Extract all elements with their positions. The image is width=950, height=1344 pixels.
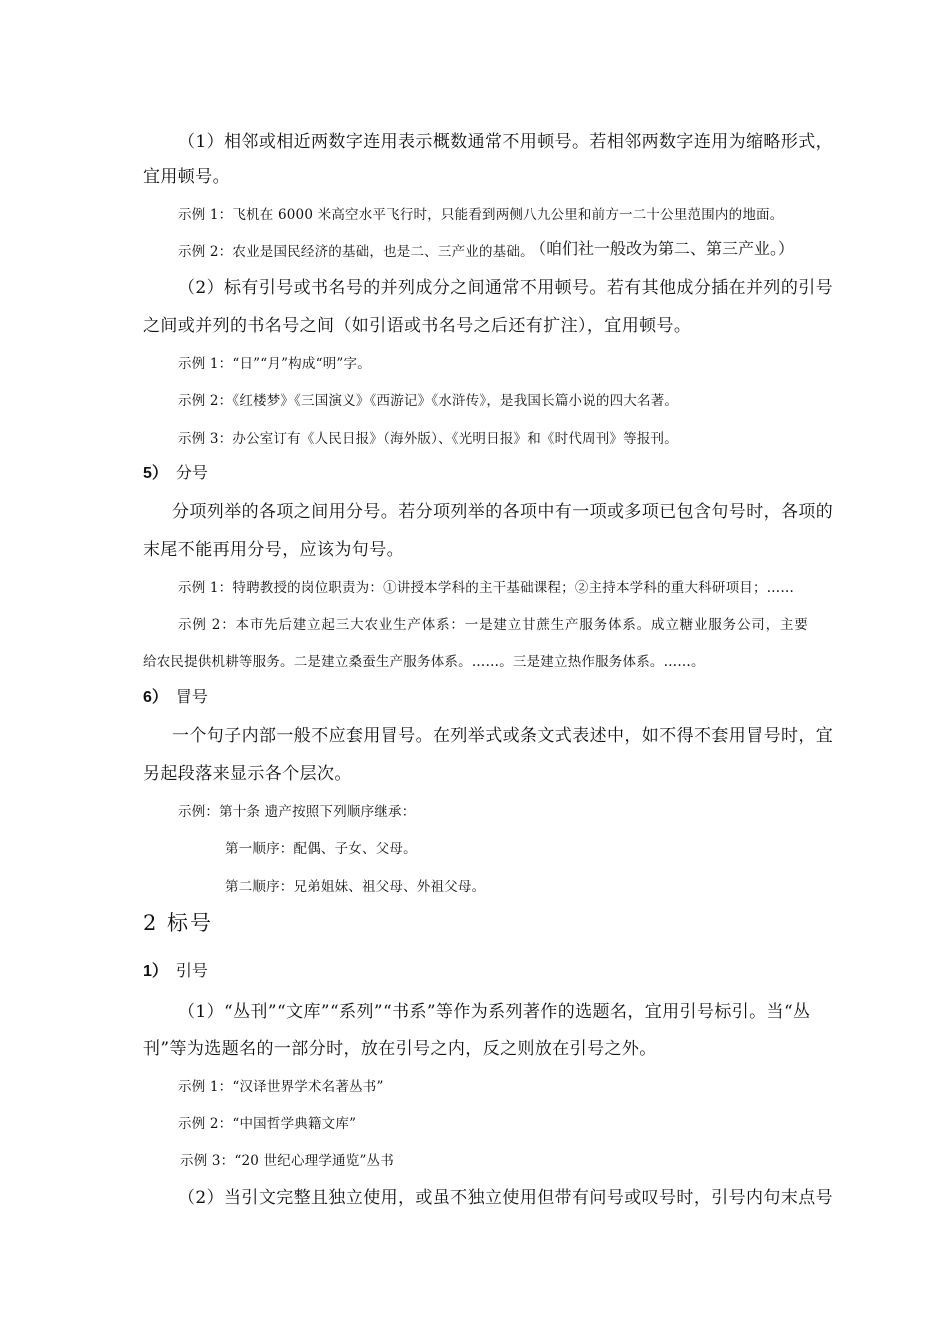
example-line: 给农民提供机耕等服务。二是建立桑蚕生产服务体系。……。三是建立热作服务体系。……。	[143, 654, 705, 670]
section-heading-colon: 6） 冒号	[143, 687, 208, 706]
paragraph-line: 一个句子内部一般不应套用冒号。在列举式或条文式表述中，如不得不套用冒号时，宜	[172, 726, 834, 746]
paragraph-line: 刊”等为选题名的一部分时，放在引号之内，反之则放在引号之外。	[143, 1039, 657, 1059]
example-line: 第一顺序：配偶、子女、父母。	[225, 841, 417, 857]
paragraph-line: 另起段落来显示各个层次。	[143, 764, 352, 784]
paragraph-line: 之间或并列的书名号之间（如引语或书名号之后还有扩注），宜用顿号。	[143, 316, 692, 336]
example-line: 示例 2：本市先后建立起三大农业生产体系：一是建立甘蔗生产服务体系。成立糖业服务公司，主要	[178, 617, 808, 633]
paragraph-line: （2）当引文完整且独立使用，或虽不独立使用但带有问号或叹号时，引号内句末点号	[178, 1188, 834, 1208]
section-heading-quotation: 1） 引号	[143, 961, 208, 980]
example-line: 示例 1：“汉译世界学术名著丛书”	[178, 1079, 384, 1095]
chapter-heading: 2 标号	[143, 911, 214, 935]
paragraph-line: 宜用顿号。	[143, 167, 230, 187]
paragraph-line: （1）“丛刊”“文库”“系列”“书系”等作为系列著作的选题名，宜用引号标引。当“丛	[178, 1002, 811, 1022]
example-line: 示例：第十条 遗产按照下列顺序继承：	[178, 804, 416, 820]
example-line: 示例 1：飞机在 6000 米高空水平飞行时，只能看到两侧八九公里和前方一二十公里范围内的地面。	[178, 207, 784, 223]
paragraph-line: 末尾不能再用分号，应该为句号。	[143, 540, 404, 560]
paragraph-line: 分项列举的各项之间用分号。若分项列举的各项中有一项或多项已包含句号时，各项的	[172, 502, 834, 522]
paragraph-line: （1）相邻或相近两数字连用表示概数通常不用顿号。若相邻两数字连用为缩略形式，	[178, 132, 834, 152]
example-line: 示例 3：“20 世纪心理学通览”丛书	[180, 1153, 394, 1169]
section-heading-semicolon: 5） 分号	[143, 463, 208, 482]
example-line: 示例 1：“日”“月”构成“明”字。	[178, 356, 371, 372]
example-line: 示例 3：办公室订有《人民日报》（海外版）、《光明日报》和《时代周刊》等报刊。	[178, 431, 678, 447]
example-line: 示例 2：农业是国民经济的基础，也是二、三产业的基础。	[178, 244, 534, 260]
example-line: 示例 2：“中国哲学典籍文库”	[178, 1116, 357, 1132]
example-line: 示例 1：特聘教授的岗位职责为：①讲授本学科的主干基础课程；②主持本学科的重大科研项目；……	[178, 580, 795, 596]
example-line: 第二顺序：兄弟姐妹、祖父母、外祖父母。	[225, 879, 486, 895]
example-line: 示例 2：《红楼梦》《三国演义》《西游记》《水浒传》，是我国长篇小说的四大名著。	[178, 393, 679, 409]
paragraph-line: （2）标有引号或书名号的并列成分之间通常不用顿号。若有其他成分插在并列的引号	[178, 278, 834, 298]
editor-note: （咱们社一般改为第二、第三产业。）	[530, 239, 795, 258]
